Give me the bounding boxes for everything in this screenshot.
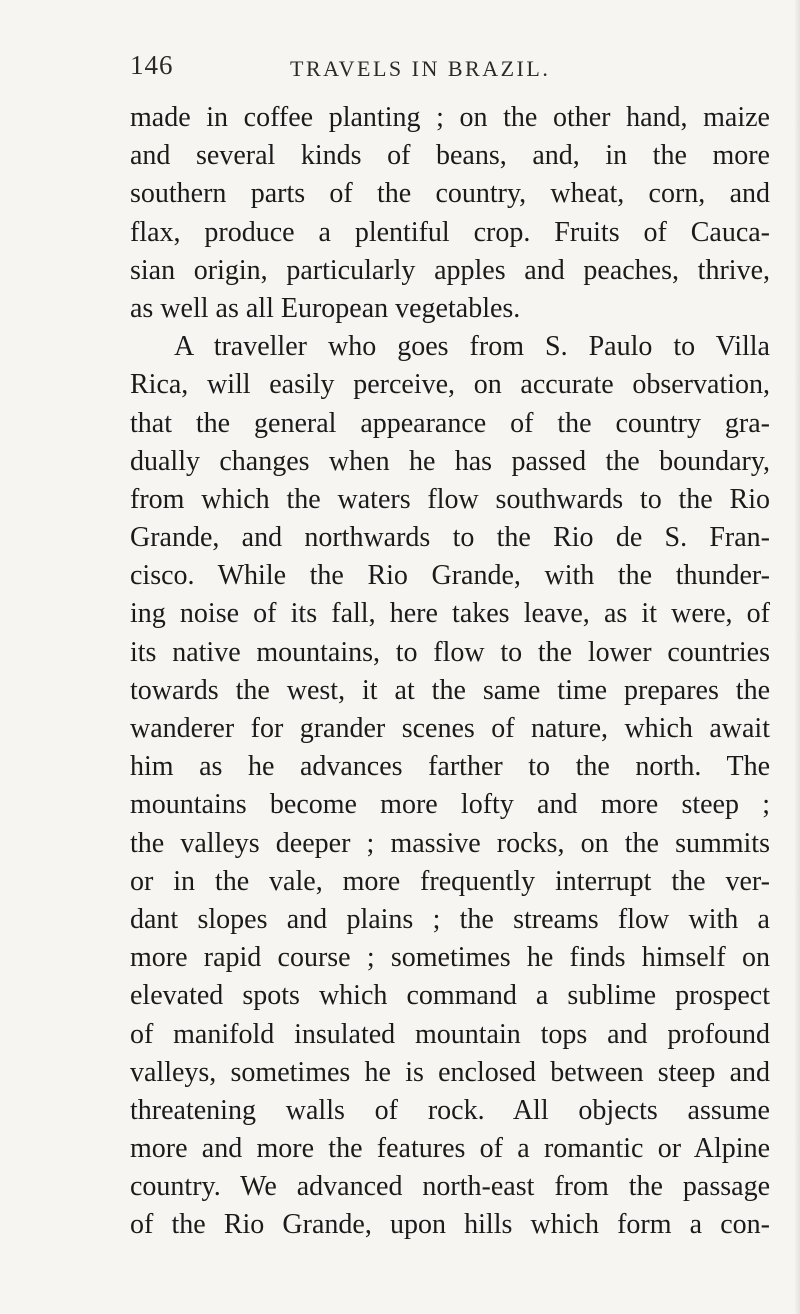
text-line: more and more the features of a romantic or Alpine: [130, 1133, 770, 1165]
text-line: mountains become more lofty and more steep ;: [130, 789, 770, 821]
text-line: sian origin, particularly apples and peaches, thrive,: [130, 254, 770, 286]
text-line: from which the waters flow southwards to the Rio: [130, 483, 770, 515]
text-line: towards the west, it at the same time prepares the: [130, 674, 770, 706]
text-line: country. We advanced north-east from the passage: [130, 1171, 770, 1203]
text-line: made in coffee planting ; on the other hand, maize: [130, 102, 770, 133]
text-line: flax, produce a plentiful crop. Fruits of Cauca-: [130, 216, 770, 248]
text-line: wanderer for grander scenes of nature, which await: [130, 713, 770, 744]
text-line: of manifold insulated mountain tops and profound: [130, 1018, 770, 1050]
text-line: more rapid course ; sometimes he finds himself on: [130, 942, 770, 974]
text-line: Rica, will easily perceive, on accurate observation,: [130, 369, 770, 401]
text-line: valleys, sometimes he is enclosed between steep and: [130, 1056, 770, 1088]
page-number: 146: [130, 50, 174, 80]
text-line: as well as all European vegetables.: [130, 292, 521, 324]
text-line: that the general appearance of the country gra-: [130, 407, 770, 439]
text-line: threatening walls of rock. All objects assume: [130, 1094, 770, 1126]
text-line: and several kinds of beans, and, in the more: [130, 140, 770, 172]
page-header: [130, 50, 770, 90]
text-line: or in the vale, more frequently interrupt the ver-: [130, 865, 770, 897]
text-line: dant slopes and plains ; the streams flow with a: [130, 903, 770, 935]
text-line: its native mountains, to flow to the lower countries: [130, 636, 770, 668]
text-line: him as he advances farther to the north. The: [130, 751, 770, 783]
body-text: [130, 99, 770, 1245]
text-line: southern parts of the country, wheat, corn, and: [130, 178, 770, 210]
text-line: elevated spots which command a sublime prospect: [130, 980, 770, 1012]
text-line: the valleys deeper ; massive rocks, on the summits: [130, 827, 770, 859]
text-line: cisco. While the Rio Grande, with the thunder-: [130, 560, 770, 592]
text-line: A traveller who goes from S. Paulo to Villa: [174, 331, 770, 363]
page-edge-shadow: [794, 0, 800, 1314]
text-line: of the Rio Grande, upon hills which form a con-: [130, 1209, 770, 1241]
running-head: TRAVELS IN BRAZIL.: [290, 56, 551, 81]
text-line: Grande, and northwards to the Rio de S. Fran-: [130, 522, 770, 554]
text-line: ing noise of its fall, here takes leave, as it were, of: [130, 598, 770, 630]
text-line: dually changes when he has passed the boundary,: [130, 445, 770, 477]
